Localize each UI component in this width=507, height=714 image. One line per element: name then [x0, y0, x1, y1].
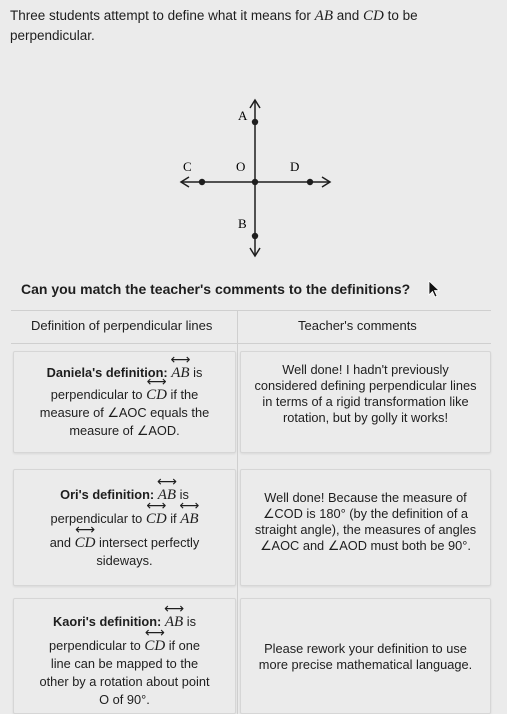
problem-statement — [10, 6, 500, 45]
point-c — [199, 179, 205, 185]
matching-table — [11, 310, 491, 714]
definition-text: other by a rotation about point — [39, 674, 210, 689]
comment-card-1[interactable] — [240, 351, 491, 453]
comment-text: Well done! I hadn't previously considered defining perpendicular lines in terms of a rigid transformation like rotation, but by golly it works! — [254, 362, 477, 425]
definition-text: and — [49, 535, 72, 550]
point-d — [307, 179, 313, 185]
definition-text: if the — [170, 387, 199, 402]
intro-text-before: Three students attempt to define what it means for — [10, 8, 315, 23]
comment-card-2[interactable] — [240, 469, 491, 586]
definition-card-daniela[interactable] — [13, 351, 236, 453]
definition-text: is — [186, 614, 196, 629]
definition-text: is — [193, 365, 203, 380]
header-definition: Definition of perpendicular lines — [31, 318, 213, 333]
column-divider — [237, 311, 238, 714]
header-comments: Teacher's comments — [298, 318, 417, 333]
comment-text: Well done! Because the measure of ∠COD is 180° (by the definition of a straight angle), the measures of angles ∠AOC and ∠AOD must both be 90°. — [254, 490, 477, 553]
line-ab-label: ⟷ AB — [180, 510, 198, 528]
definition-text: sideways. — [96, 553, 153, 568]
definition-text: perpendicular to — [50, 387, 143, 402]
line-ab-label: ⟷ AB — [165, 613, 183, 631]
label-c: C — [183, 159, 192, 174]
point-a — [252, 119, 258, 125]
definition-text: perpendicular to — [50, 511, 143, 526]
line-cd-label: ⟷ CD — [144, 637, 165, 655]
definition-text: measure of ∠AOD. — [69, 423, 180, 438]
point-o — [252, 179, 258, 185]
definition-text: measure of ∠AOC equals the — [39, 405, 210, 420]
definition-card-ori[interactable] — [13, 469, 236, 586]
matching-question: Can you match the teacher's comments to the definitions? — [21, 281, 411, 297]
perpendicular-lines-diagram — [150, 98, 360, 268]
line-cd-label: ⟷ CD — [75, 534, 96, 552]
line-cd-label: ⟷ CD — [146, 510, 167, 528]
mouse-pointer-icon — [428, 280, 440, 298]
definition-name: Daniela's definition: — [46, 365, 168, 380]
definition-text: line can be mapped to the — [50, 656, 199, 671]
label-o: O — [236, 159, 246, 174]
intro-text-mid: and — [333, 8, 364, 23]
table-header — [11, 311, 491, 344]
definition-text: O of 90°. — [99, 692, 150, 707]
comment-card-3[interactable] — [240, 598, 491, 714]
point-b — [252, 233, 258, 239]
line-cd-label: ⟷ CD — [146, 386, 167, 404]
definition-name: Kaori's definition: — [53, 614, 162, 629]
definition-text: intersect perfectly — [99, 535, 200, 550]
intro-text-after: to be perpendicular. — [10, 8, 418, 43]
label-d: D — [290, 159, 300, 174]
definition-text: perpendicular to — [48, 638, 141, 653]
definition-card-kaori[interactable] — [13, 598, 236, 714]
definition-text: if one — [168, 638, 201, 653]
definition-text: if — [170, 511, 177, 526]
segment-ab: AB — [314, 8, 333, 24]
label-a: A — [238, 108, 248, 123]
definition-name: Ori's definition: — [60, 487, 155, 502]
comment-text: Please rework your definition to use more precise mathematical language. — [258, 641, 473, 672]
line-ab-label: ⟷ AB — [171, 364, 189, 382]
segment-cd: CD — [363, 8, 384, 24]
line-ab-label: ⟷ AB — [158, 486, 176, 504]
label-b: B — [238, 216, 247, 231]
definition-text: is — [179, 487, 189, 502]
